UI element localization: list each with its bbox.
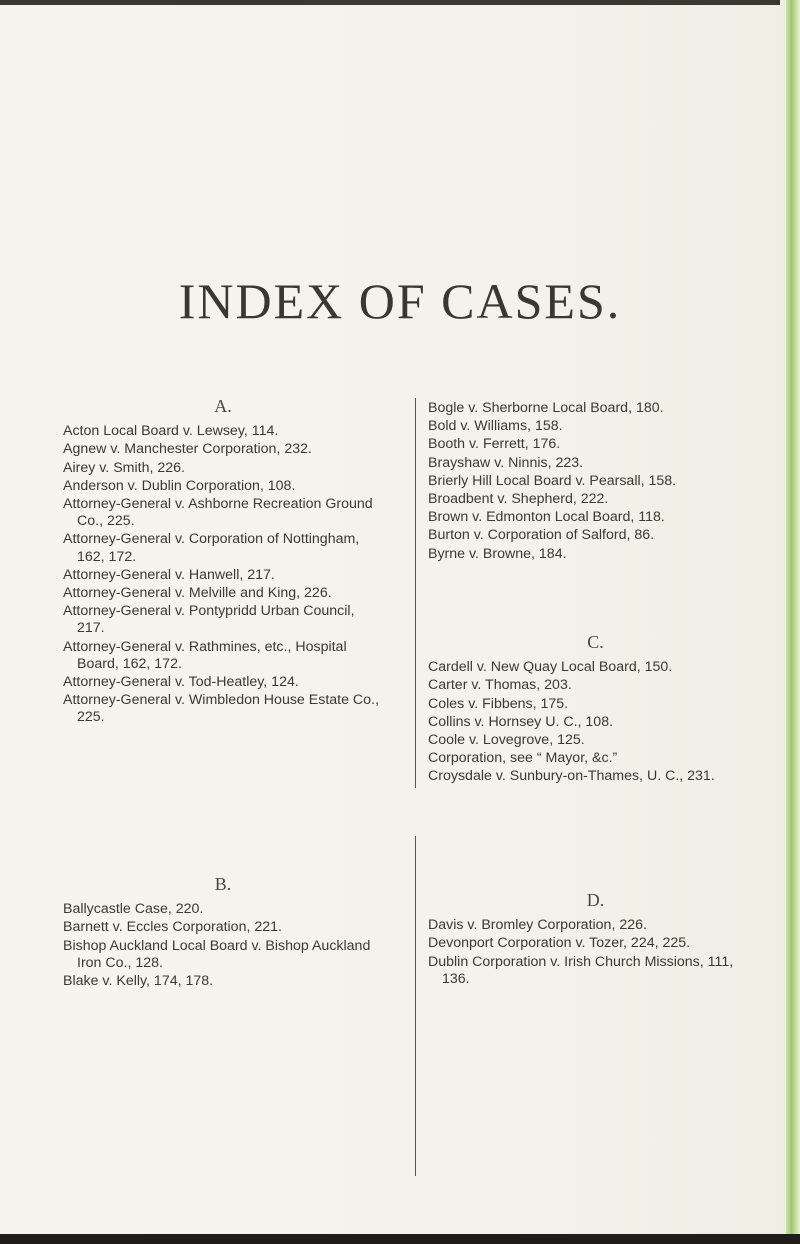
index-entry: Collins v. Hornsey U. C., 108. bbox=[428, 713, 614, 730]
index-entry: Coole v. Lovegrove, 125. bbox=[428, 732, 585, 749]
section-b bbox=[63, 876, 383, 991]
index-entry: Attorney-General v. Tod-Heatley, 124. bbox=[63, 674, 299, 691]
index-entry: Barnett v. Eccles Corporation, 221. bbox=[63, 919, 282, 936]
section-d bbox=[428, 892, 763, 989]
index-entry: Cardell v. New Quay Local Board, 150. bbox=[428, 659, 673, 676]
section-c bbox=[428, 634, 763, 787]
index-entry: Brierly Hill Local Board v. Pearsall, 158. bbox=[428, 472, 677, 489]
index-entry: Attorney-General v. Hanwell, 217. bbox=[63, 566, 275, 583]
bottom-edge-rule bbox=[0, 1234, 800, 1244]
section-d-letter: D. bbox=[586, 890, 605, 910]
index-entry: Bold v. Williams, 158. bbox=[428, 418, 563, 435]
section-a bbox=[63, 398, 383, 728]
index-entry: Anderson v. Dublin Corporation, 108. bbox=[63, 477, 296, 494]
section-b-letter: B. bbox=[214, 874, 232, 894]
column-divider-upper bbox=[415, 398, 416, 788]
index-entry: Brayshaw v. Ninnis, 223. bbox=[428, 454, 584, 471]
index-entry: Ballycastle Case, 220. bbox=[63, 901, 204, 918]
column-divider-lower bbox=[415, 836, 416, 1176]
index-entry: Agnew v. Manchester Corporation, 232. bbox=[63, 441, 312, 458]
section-a-continued bbox=[428, 400, 763, 564]
index-entry: Brown v. Edmonton Local Board, 118. bbox=[428, 509, 665, 526]
index-entry: Booth v. Ferrett, 176. bbox=[428, 436, 561, 453]
index-entry: Airey v. Smith, 226. bbox=[63, 459, 185, 476]
index-entry: Attorney-General v. Pontypridd Urban Council, 217. bbox=[63, 603, 355, 637]
index-entry: Carter v. Thomas, 203. bbox=[428, 677, 572, 694]
section-c-letter: C. bbox=[587, 632, 604, 652]
index-entry: Devonport Corporation v. Tozer, 224, 225. bbox=[428, 935, 691, 952]
index-entry: Corporation, see “ Mayor, &c.” bbox=[428, 750, 618, 767]
index-entry: Burton v. Corporation of Salford, 86. bbox=[428, 527, 655, 544]
index-entry: Bishop Auckland Local Board v. Bishop Auckland Iron Co., 128. bbox=[63, 937, 371, 971]
index-entry: Broadbent v. Shepherd, 222. bbox=[428, 491, 609, 508]
index-entry: Attorney-General v. Rathmines, etc., Hospital Board, 162, 172. bbox=[63, 638, 347, 672]
index-entry: Attorney-General v. Wimbledon House Estate Co., 225. bbox=[63, 692, 379, 726]
page-right-edge bbox=[786, 0, 800, 1244]
section-a-letter: A. bbox=[214, 396, 232, 416]
index-entry: Dublin Corporation v. Irish Church Missions, 111, 136. bbox=[428, 953, 734, 987]
index-entry: Acton Local Board v. Lewsey, 114. bbox=[63, 423, 279, 440]
index-entry: Bogle v. Sherborne Local Board, 180. bbox=[428, 400, 664, 416]
index-entry: Blake v. Kelly, 174, 178. bbox=[63, 973, 214, 990]
index-entry: Davis v. Bromley Corporation, 226. bbox=[428, 917, 647, 934]
top-edge-rule bbox=[0, 0, 780, 5]
index-entry: Attorney-General v. Corporation of Nottingham, 162, 172. bbox=[63, 531, 360, 565]
index-entry: Croysdale v. Sunbury-on-Thames, U. C., 231. bbox=[428, 768, 715, 785]
index-entry: Coles v. Fibbens, 175. bbox=[428, 695, 569, 712]
page-title: INDEX OF CASES. bbox=[178, 273, 622, 329]
index-entry: Attorney-General v. Melville and King, 226. bbox=[63, 585, 332, 602]
index-entry: Attorney-General v. Ashborne Recreation Ground Co., 225. bbox=[63, 496, 373, 530]
index-entry: Byrne v. Browne, 184. bbox=[428, 545, 567, 562]
